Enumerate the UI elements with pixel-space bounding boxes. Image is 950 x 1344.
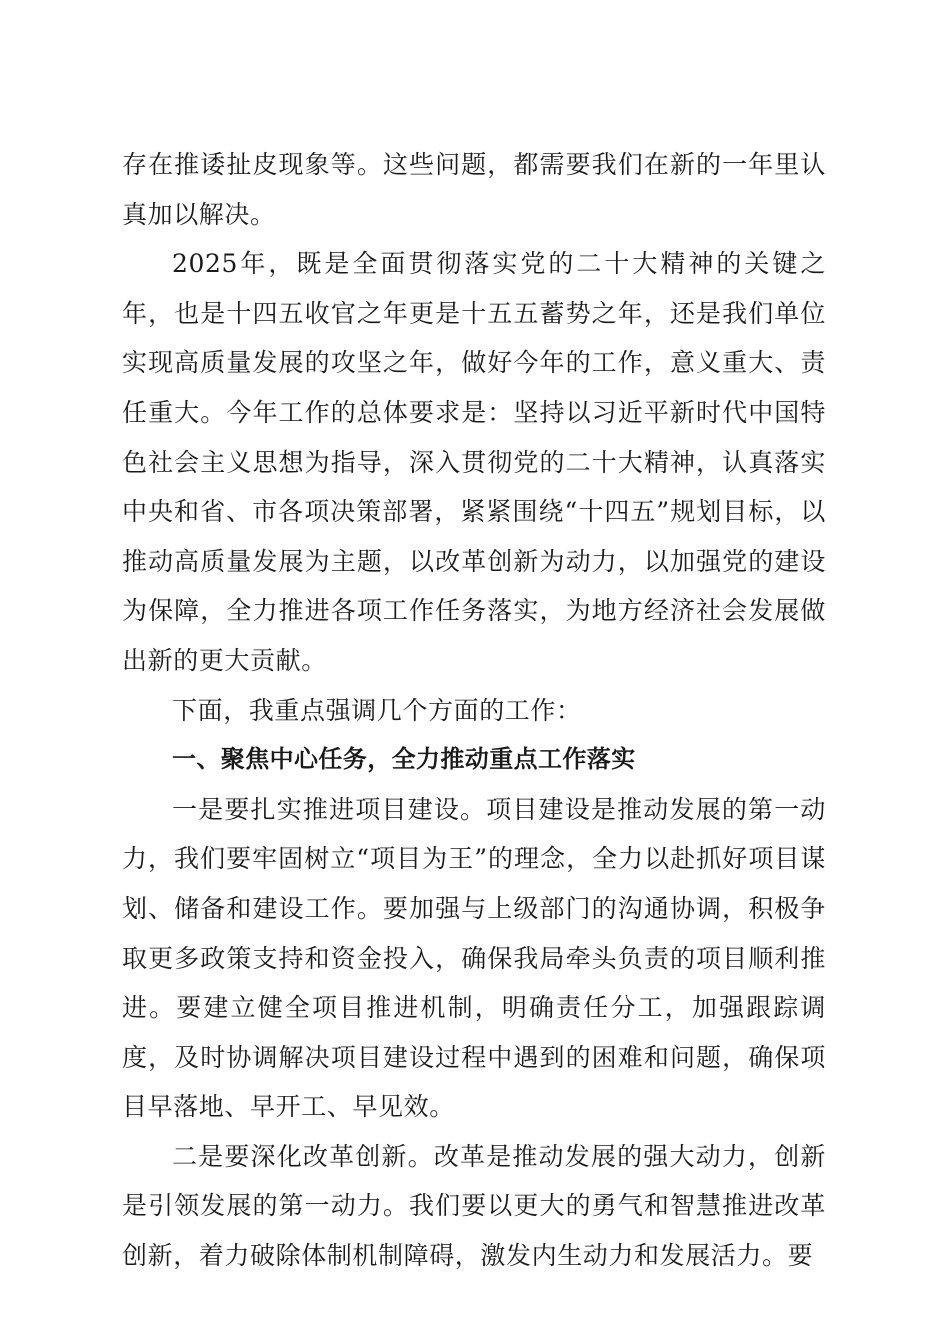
paragraph-general-requirements: 2025年，既是全面贯彻落实党的二十大精神的关键之年，也是十四五收官之年更是十五五蓄势之年，还是我们单位实现高质量发展的攻坚之年，做好今年的工作，意义重大、责任重大。今年工作的总体要求是：坚持以习近平新时代中国特色社会主义思想为指导，深入贯彻党的二十大精神，认真落实中央和省、市各项决策部署，紧紧围绕“十四五”规划目标，以推动高质量发展为主题，以改革创新为动力，以加强党的建设为保障，全力推进各项工作任务落实，为地方经济社会发展做出新的更大贡献。 — [122, 249, 826, 675]
paragraph-project-construction: 一是要扎实推进项目建设。项目建设是推动发展的第一动力，我们要牢固树立“项目为王”的理念，全力以赴抓好项目谋划、储备和建设工作。要加强与上级部门的沟通协调，积极争取更多政策支持和资金投入，确保我局牵头负责的项目顺利推进。要建立健全项目推进机制，明确责任分工，加强跟踪调度，及时协调解决项目建设过程中遇到的困难和问题，确保项目早落地、早开工、早见效。 — [122, 794, 826, 1122]
document-body — [122, 140, 826, 1281]
paragraph-continuation: 存在推诿扯皮现象等。这些问题，都需要我们在新的一年里认真加以解决。 — [122, 150, 826, 229]
section-heading-1: 一、聚焦中心任务，全力推动重点工作落实 — [172, 745, 636, 774]
paragraph-reform-innovation: 二是要深化改革创新。改革是推动发展的强大动力，创新是引领发展的第一动力。我们要以更大的勇气和智慧推进改革创新，着力破除体制机制障碍，激发内生动力和发展活力。要 — [122, 1141, 826, 1271]
paragraph-intro-key-work: 下面，我重点强调几个方面的工作： — [172, 695, 582, 725]
